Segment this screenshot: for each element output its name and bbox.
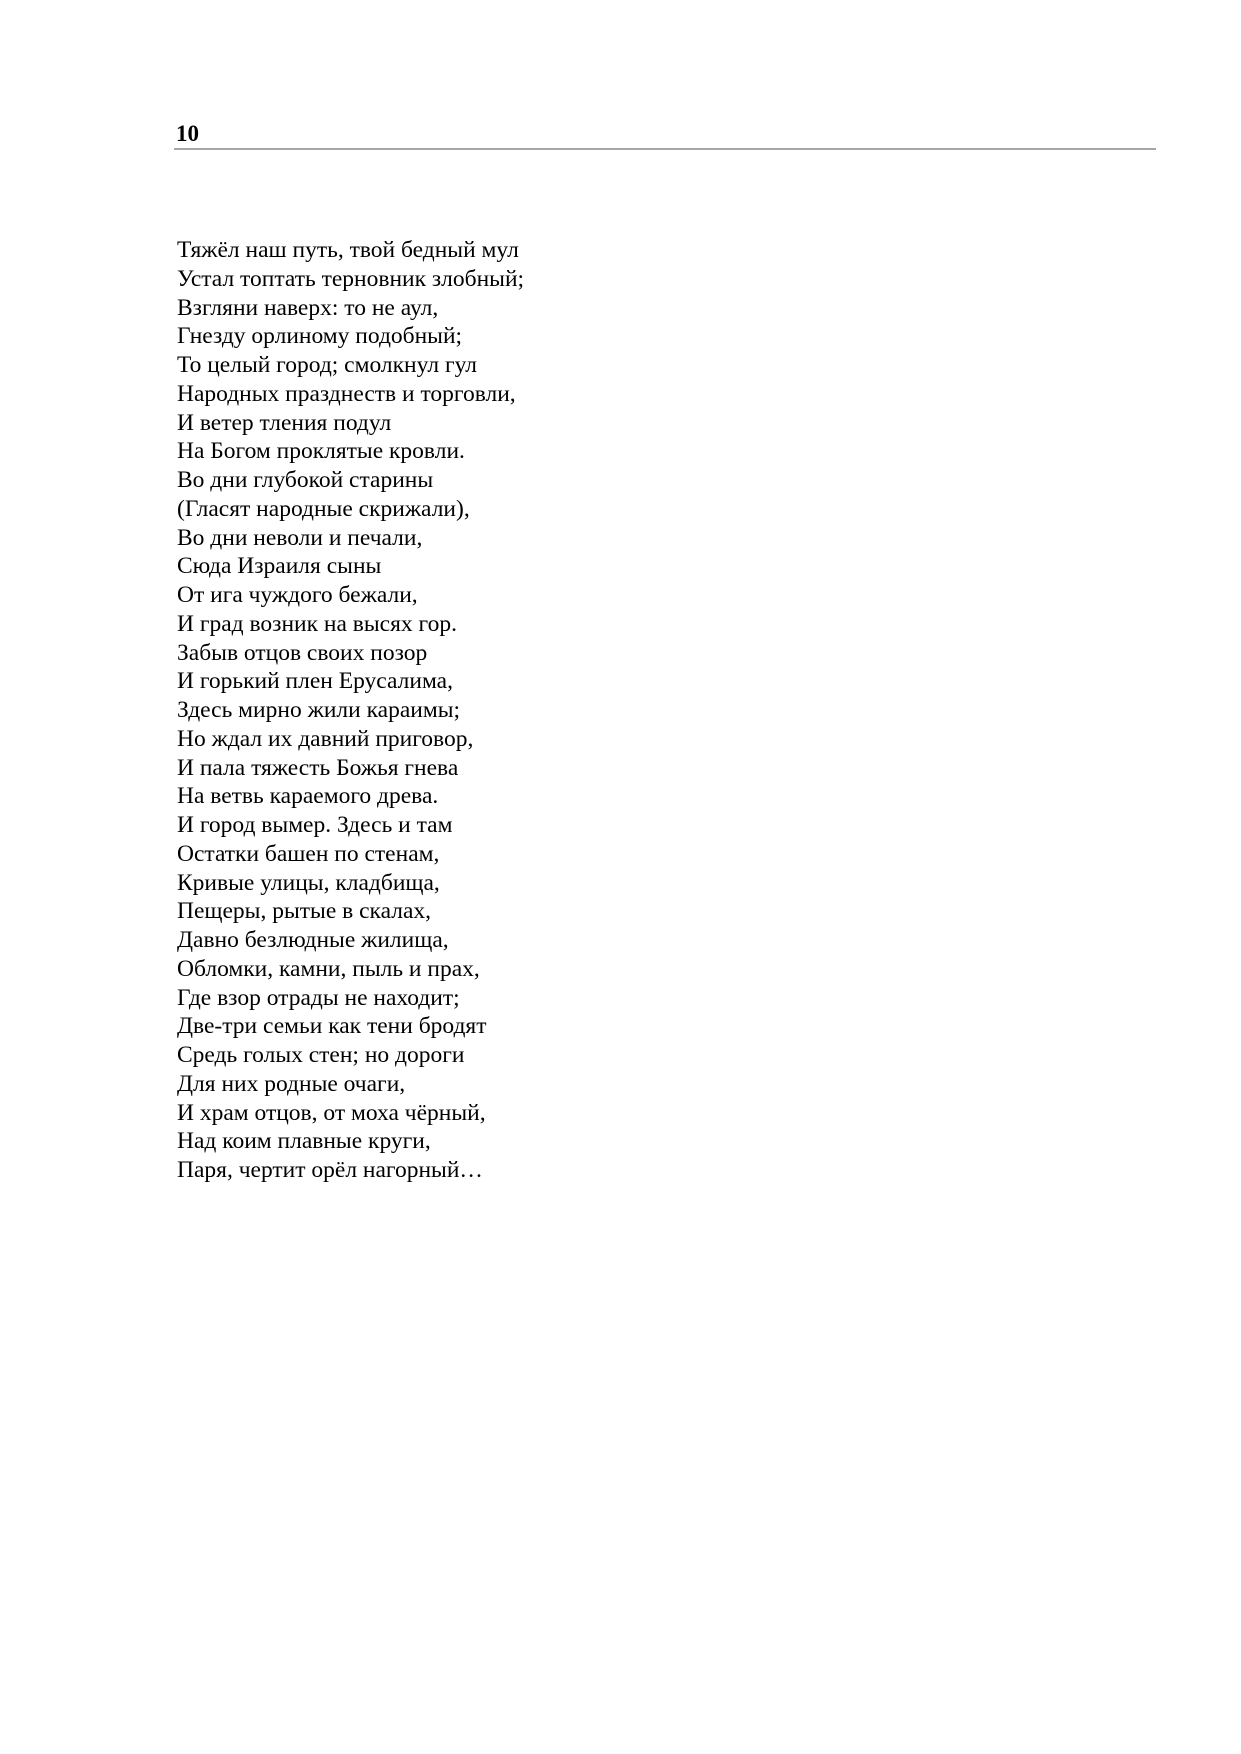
poem-line: Кривые улицы, кладбища, — [177, 869, 440, 896]
poem-line: Во дни неволи и печали, — [177, 524, 423, 551]
poem-line: (Гласят народные скрижали), — [177, 495, 470, 522]
poem-line: Тяжёл наш путь, твой бедный мул — [177, 237, 519, 263]
page-header — [174, 116, 1156, 150]
poem-line: Для них родные очаги, — [177, 1070, 406, 1097]
poem-line: И град возник на высях гор. — [177, 610, 457, 637]
poem-line: Обломки, камни, пыль и прах, — [177, 955, 480, 982]
poem-line: Устал топтать терновник злобный; — [177, 265, 525, 292]
poem-line: Давно безлюдные жилища, — [177, 927, 449, 953]
poem-line: И пала тяжесть Божья гнева — [177, 754, 459, 781]
poem-line: На ветвь караемого древа. — [177, 783, 439, 810]
poem-line: Сюда Израиля сыны — [177, 553, 382, 580]
poem-line: Взгляни наверх: то не аул, — [177, 294, 439, 321]
poem-line: Но ждал их давний приговор, — [177, 725, 474, 752]
poem-line: Во дни глубокой старины — [177, 467, 434, 493]
poem-line: Остатки башен по стенам, — [177, 840, 440, 867]
poem-line: Где взор отрады не находит; — [177, 984, 460, 1011]
poem-line: От ига чуждого бежали, — [177, 582, 418, 608]
poem-line: Забыв отцов своих позор — [177, 639, 428, 666]
poem-line: Гнезду орлиному подобный; — [177, 323, 463, 350]
poem-line: И город вымер. Здесь и там — [177, 812, 453, 838]
poem-line: Две-три семьи как тени бродят — [177, 1013, 487, 1040]
poem-line: Здесь мирно жили караимы; — [177, 697, 461, 723]
poem-line: Паря, чертит орёл нагорный… — [177, 1157, 483, 1183]
poem-line: Над коим плавные круги, — [177, 1128, 431, 1155]
poem-line: И горький плен Ерусалима, — [177, 668, 453, 695]
poem-text — [177, 236, 524, 1185]
poem-line: То целый город; смолкнул гул — [177, 352, 478, 378]
poem-line: И храм отцов, от моха чёрный, — [177, 1099, 486, 1126]
page-number: 10 — [176, 121, 199, 146]
poem-line: Средь голых стен; но дороги — [177, 1042, 465, 1068]
poem-line: Народных празднеств и торговли, — [177, 380, 516, 407]
poem-line: Пещеры, рытые в скалах, — [177, 898, 432, 925]
poem-line: На Богом проклятые кровли. — [177, 438, 465, 465]
poem-line: И ветер тления подул — [177, 409, 392, 436]
